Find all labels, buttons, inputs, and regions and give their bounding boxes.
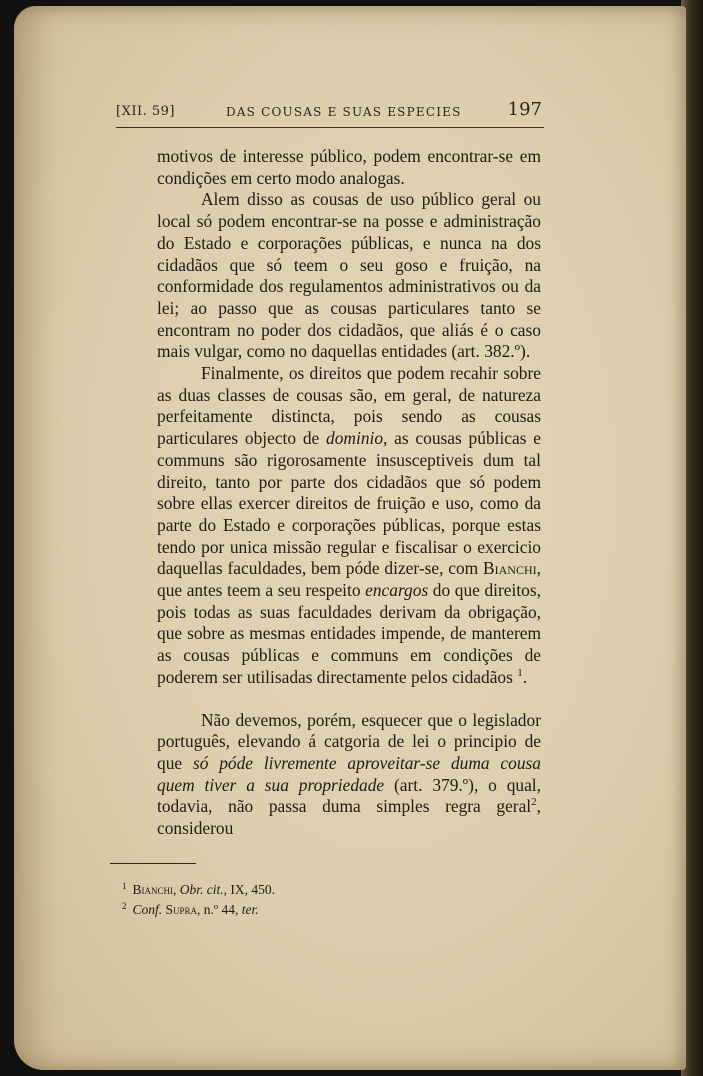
footnote-author: Bianchi <box>132 882 173 897</box>
footnote-rule <box>110 863 196 864</box>
paragraph-4-italic-quote: só póde livremente aproveitar-se duma cousa quem tiver a sua propriedade <box>157 752 541 795</box>
footnote-rest: , n.º 44, <box>197 902 242 917</box>
paragraph-3-text-e: , que antes teem a seu respeito <box>157 558 541 601</box>
paragraph-3-text-a: Finalmente, os direitos que podem recahir sobre as duas classes de cousas são, em geral, de natureza perfeitamente distincta, pois sendo as cousas particulares objecto de <box>157 363 541 449</box>
paragraph-gap <box>157 689 541 710</box>
footnote-separator: , <box>173 882 180 897</box>
paragraph-1: motivos de interesse público, podem encontrar-se em condições em certo modo analogas. <box>157 146 541 188</box>
body-text <box>157 146 541 840</box>
paragraph-4-text-e: , considerou <box>157 796 541 839</box>
paragraph-3 <box>157 363 541 689</box>
paragraph-3-text-g: do que direitos, pois todas as suas faculdades derivam da obrigação, que sobre as mesmas entidades impende, de manterem as cousas públicas e communs em condições de poderem ser utilisadas directamente pelos cidadãos <box>157 580 541 687</box>
footnote-work: Obr. cit. <box>179 882 224 897</box>
footnote-1 <box>122 880 502 900</box>
footnote-mark: 2 <box>122 900 127 911</box>
header-rule <box>116 127 544 128</box>
footnote-suffix: ter. <box>241 902 259 917</box>
paragraph-3-italic-encargos: encargos <box>365 580 429 601</box>
paragraph-3-italic-dominio: dominio, <box>326 428 388 449</box>
footnote-author: Supra <box>165 902 198 917</box>
paragraph-4 <box>157 710 541 840</box>
page-header <box>116 96 544 126</box>
paragraph-3-text-i: . <box>522 666 528 687</box>
page-number: 197 <box>507 99 542 120</box>
paragraph-4-text-a: Não devemos, porém, esquecer que o legislador português, elevando á catgoria de lei o principio de que <box>157 709 541 773</box>
running-title: DAS COUSAS E SUAS ESPECIES <box>226 105 462 119</box>
paragraph-4-text-c: (art. 379.º), o qual, todavia, não passa duma simples regra geral <box>157 774 541 817</box>
footnote-ref-2: 2 <box>531 796 537 809</box>
footnote-2 <box>122 900 502 920</box>
author-name-bianchi: Bianchi <box>483 558 537 579</box>
footnote-mark: 1 <box>122 880 127 891</box>
paragraph-2: Alem disso as cousas de uso público geral ou local só podem encontrar-se na posse e administração do Estado e corporações públicas, e nunca na dos cidadãos que só teem o seu goso e fruição, na conformidade dos regulamentos administrativos ou da lei; ao passo que as cousas particulares tanto se encontram no poder dos cidadãos, que aliás é o caso mais vulgar, como no daquellas entidades (art. 382.º). <box>157 189 541 362</box>
footnote-ref-1: 1 <box>517 667 523 680</box>
section-reference: [XII. 59] <box>116 104 175 119</box>
footnote-prefix: Conf. <box>132 902 163 917</box>
footnote-rest: , IX, 450. <box>223 882 275 897</box>
footnotes <box>122 880 502 920</box>
paragraph-3-text-c: as cousas públicas e communs são rigorosamente insusceptiveis dum tal direito, tanto por parte dos cidadãos que só podem sobre ellas exercer direitos de fruição e uso, como da parte do Estado e corporações públicas, porque estas tendo por unica missão regular e fiscalisar o exercicio daquellas faculdades, bem póde dizer-se, com <box>157 428 541 579</box>
